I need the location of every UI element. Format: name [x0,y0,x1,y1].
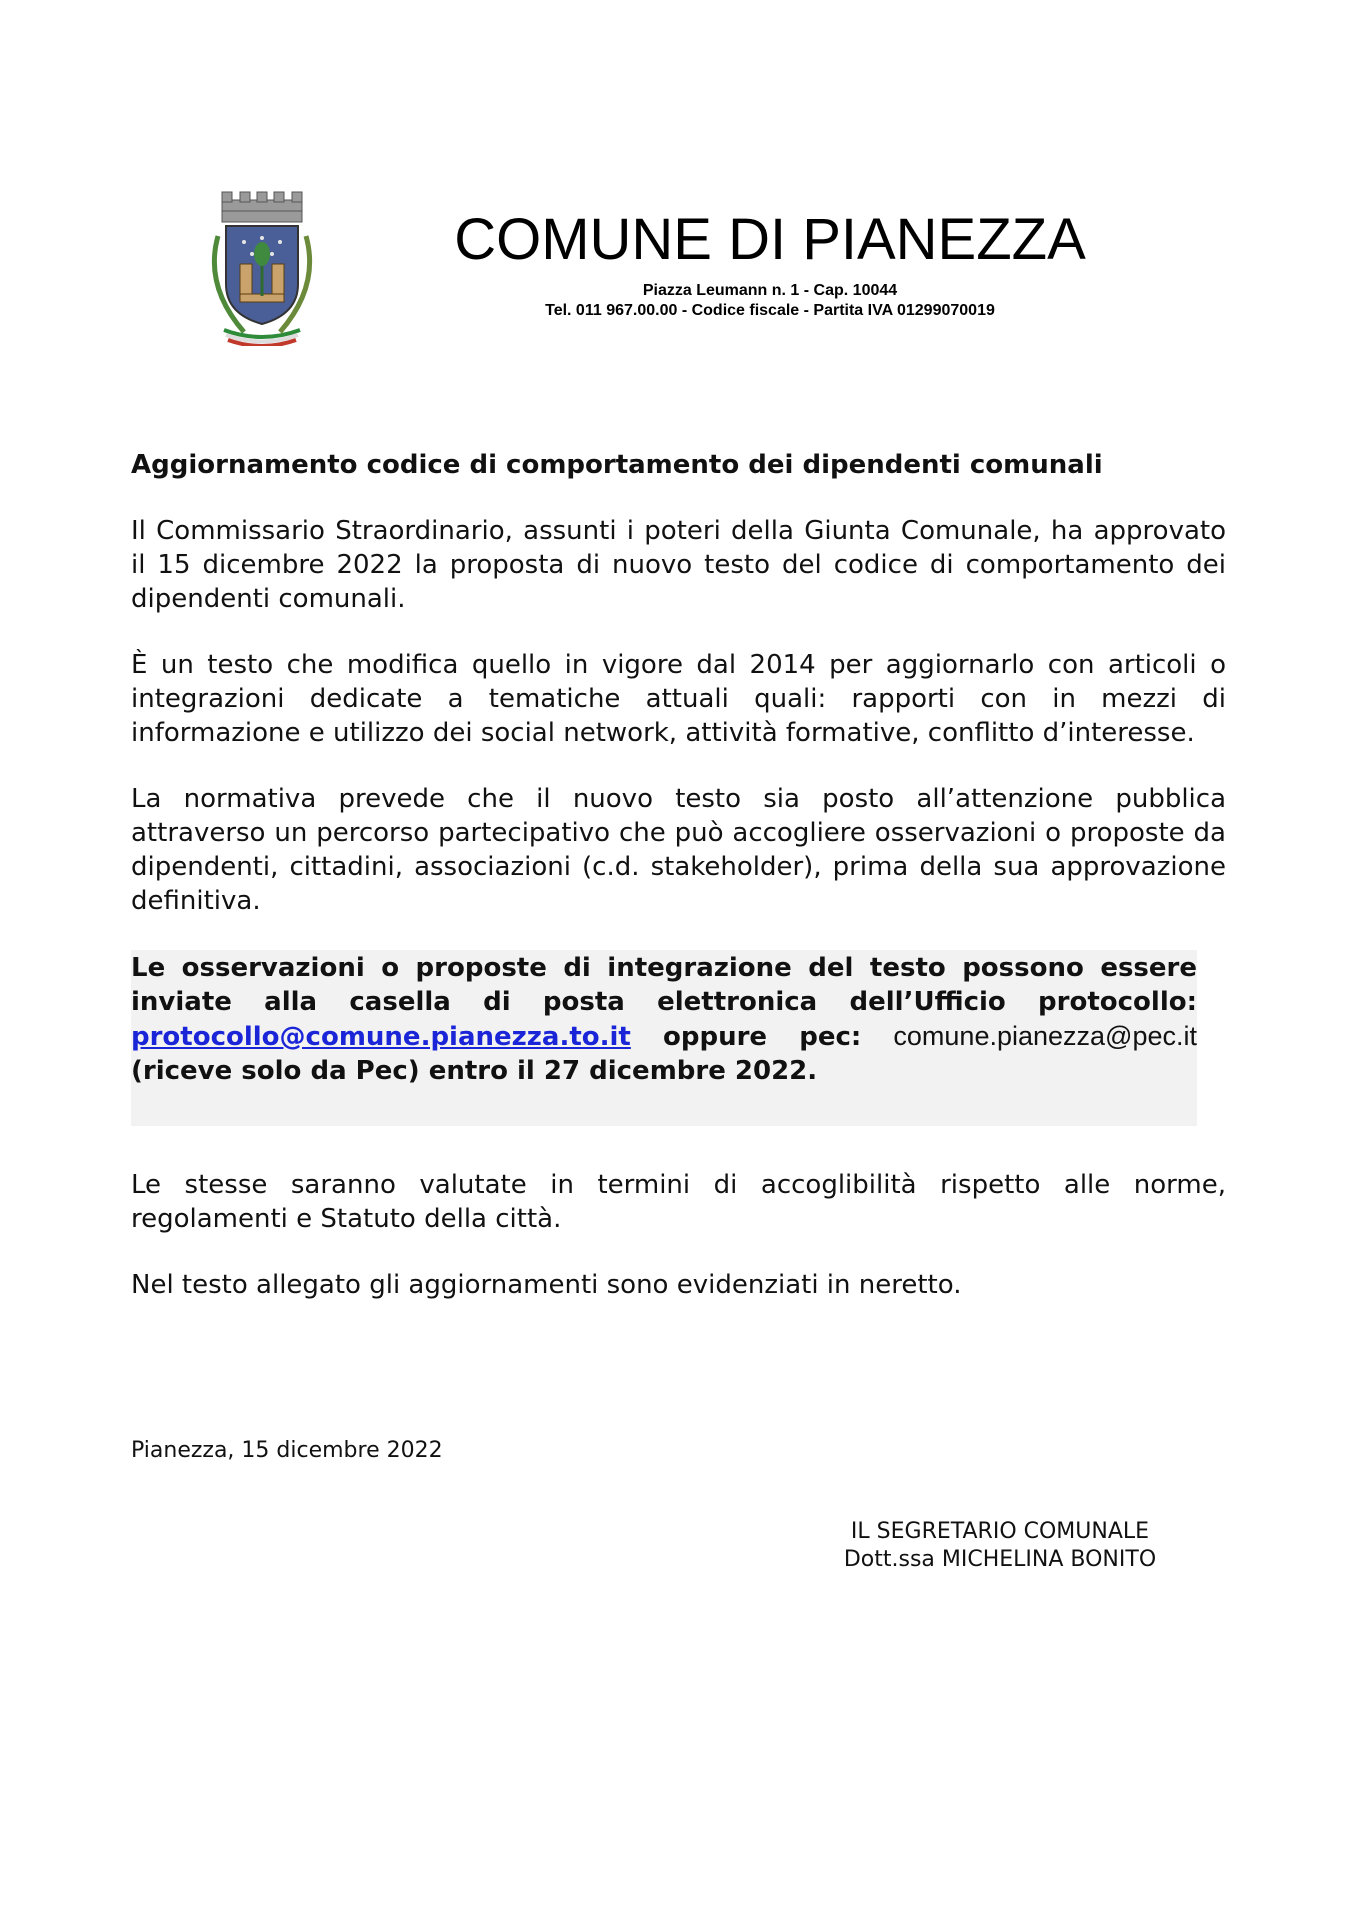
paragraph-description: È un testo che modifica quello in vigore dal 2014 per aggiornarlo con articoli o integrazioni dedicate a tematiche attuali quali: rapporti con in mezzi di informazione e utilizzo dei social network, attività formative, conflitto d’interesse. [131,650,1226,748]
paragraph-approval: Il Commissario Straordinario, assunti i poteri della Giunta Comunale, ha approvato il 15 dicembre 2022 la proposta di nuovo testo del codice di comportamento dei dipendenti comunali. [131,516,1226,614]
municipality-title: COMUNE DI PIANEZZA [454,207,1086,272]
address-line: Piazza Leumann n. 1 - Cap. 10044 [642,282,898,299]
document-body [131,448,1226,1334]
place-date: Pianezza, 15 dicembre 2022 [131,1438,443,1463]
signature-block [780,1518,1220,1574]
contact-line: Tel. 011 967.00.00 - Codice fiscale - Partita IVA 01299070019 [545,302,995,319]
municipal-crest-icon [196,186,328,346]
subject-heading: Aggiornamento codice di comportamento dei dipendenti comunali [131,450,1103,480]
notice-text: Le osservazioni o proposte di integrazione del testo possono essere inviate alla casella di posta elettronica dell’Ufficio protocollo: [131,953,1197,1017]
paragraph-regulation: La normativa prevede che il nuovo testo sia posto all’attenzione pubblica attraverso un percorso partecipativo che può accogliere osservazioni o proposte da dipendenti, cittadini, associazioni (c.d. stakeholder), prima della sua approvazione definitiva. [131,784,1226,916]
paragraph-attachment-note: Nel testo allegato gli aggiornamenti sono evidenziati in neretto. [131,1270,962,1300]
signer-role: IL SEGRETARIO COMUNALE [850,1519,1150,1544]
notice-text-or: oppure pec: [630,1022,894,1052]
submission-notice [131,950,1197,1126]
signer-name: Dott.ssa MICHELINA BONITO [843,1547,1157,1572]
paragraph-evaluation: Le stesse saranno valutate in termini di accoglibilità rispetto alle norme, regolamenti e Statuto della città. [131,1170,1226,1234]
notice-deadline: (riceve solo da Pec) entro il 27 dicembre 2022. [131,1056,818,1086]
pec-address: comune.pianezza@pec.it [893,1021,1197,1051]
protocol-email-link[interactable]: protocollo@comune.pianezza.to.it [131,1022,631,1052]
